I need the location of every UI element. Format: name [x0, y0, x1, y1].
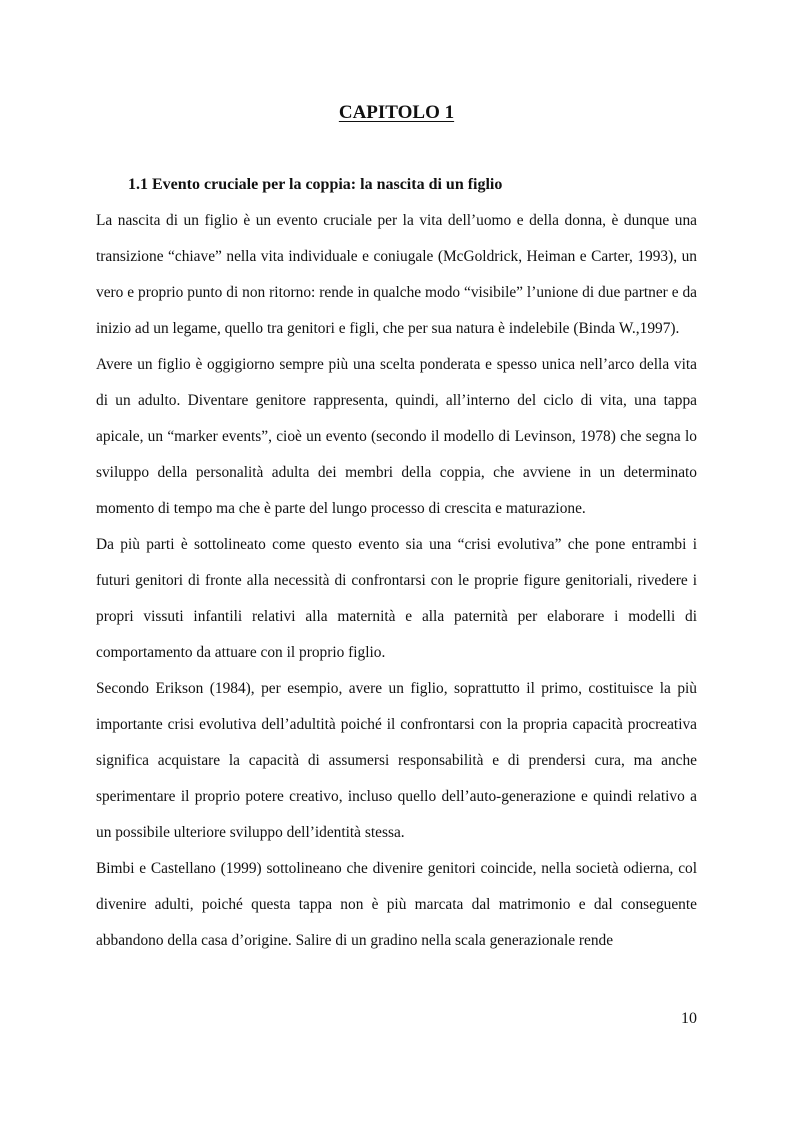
paragraph-1: La nascita di un figlio è un evento cruciale per la vita dell’uomo e della donna, è dunque una transizione “chiave” nella vita individuale e coniugale (McGoldrick, Heiman e Carter, 1993), un vero e proprio punto di non ritorno: rende in qualche modo “visibile” l’unione di due partner e da inizio ad un legame, quello tra genitori e figli, che per sua natura è indelebile (Binda W.,1997).	[96, 212, 697, 337]
chapter-title: CAPITOLO 1	[338, 102, 455, 123]
paragraph-3: Da più parti è sottolineato come questo evento sia una “crisi evolutiva” che pone entrambi i futuri genitori di fronte alla necessità di confrontarsi con le proprie figure genitoriali, rivedere i propri vissuti infantili relativi alla maternità e alla paternità per elaborare i modelli di comportamento da attuare con il proprio figlio.	[96, 536, 697, 661]
paragraph-2: Avere un figlio è oggigiorno sempre più una scelta ponderata e spesso unica nell’arco della vita di un adulto. Diventare genitore rappresenta, quindi, all’interno del ciclo di vita, una tappa apicale, un “marker events”, cioè un evento (secondo il modello di Levinson, 1978) che segna lo sviluppo della personalità adulta dei membri della coppia, che avviene in un determinato momento di tempo ma che è parte del lungo processo di crescita e maturazione.	[96, 356, 697, 517]
body-text	[96, 203, 697, 959]
section-title: 1.1 Evento cruciale per la coppia: la nascita di un figlio	[128, 176, 503, 193]
paragraph-4: Secondo Erikson (1984), per esempio, avere un figlio, soprattutto il primo, costituisce la più importante crisi evolutiva dell’adultità poiché il confrontarsi con la propria capacità procreativa significa acquistare la capacità di assumersi responsabilità e di prendersi cura, ma anche sperimentare il proprio potere creativo, incluso quello dell’auto-generazione e quindi relativo a un possibile ulteriore sviluppo dell’identità stessa.	[96, 680, 697, 841]
page-number: 10	[681, 1010, 697, 1027]
paragraph-5: Bimbi e Castellano (1999) sottolineano che divenire genitori coincide, nella società odierna, col divenire adulti, poiché questa tappa non è più marcata dal matrimonio e dal conseguente abbandono della casa d’origine. Salire di un gradino nella scala generazionale rende	[96, 860, 697, 949]
